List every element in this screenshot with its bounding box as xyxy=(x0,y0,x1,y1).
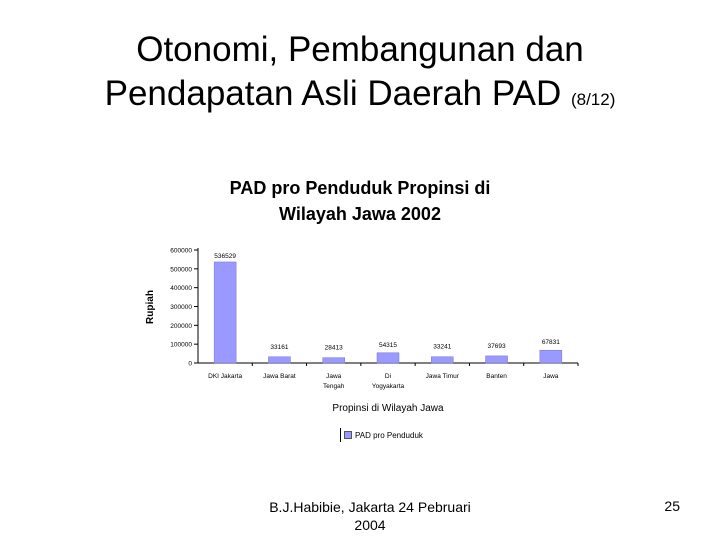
y-tick-label: 0 xyxy=(188,360,192,368)
chart-legend xyxy=(340,428,423,442)
x-tick-label: Yogyakarta xyxy=(371,383,405,390)
y-tick-label: 400000 xyxy=(170,285,192,293)
x-tick-label: Jawa xyxy=(543,373,559,380)
bar xyxy=(268,357,290,363)
y-tick-label: 600000 xyxy=(170,247,192,255)
y-tick-label: 200000 xyxy=(170,322,192,330)
bar xyxy=(540,350,562,363)
data-label: 54315 xyxy=(378,341,398,349)
data-label: 37693 xyxy=(487,342,506,350)
data-label: 67831 xyxy=(541,339,560,347)
slide-title-main: Pendapatan Asli Daerah PAD xyxy=(104,74,562,113)
bar xyxy=(323,358,345,363)
x-tick-label: Jawa Barat xyxy=(263,373,296,380)
chart-title-line1: PAD pro Penduduk Propinsi di xyxy=(229,178,491,198)
legend-label: PAD pro Penduduk xyxy=(355,430,423,440)
x-tick-label: Banten xyxy=(486,373,507,380)
x-tick-label: Tengah xyxy=(323,383,345,390)
bar xyxy=(431,357,453,363)
data-label: 33161 xyxy=(270,343,289,351)
slide-title-line1: Otonomi, Pembangunan dan xyxy=(136,30,584,69)
y-tick-label: 300000 xyxy=(170,304,192,311)
y-tick-label: 500000 xyxy=(170,266,192,274)
y-axis-label: Rupiah xyxy=(145,290,156,324)
x-tick-label: Di xyxy=(384,373,392,380)
x-tick-label: Jawa xyxy=(326,373,342,380)
page-number: 25 xyxy=(664,498,680,514)
footer-credit-line2: 2004 xyxy=(354,517,386,533)
x-tick-label: Jawa Timur xyxy=(425,373,459,380)
slide-title-tag: (8/12) xyxy=(570,90,616,109)
bar xyxy=(377,353,399,363)
legend-swatch xyxy=(344,431,352,439)
x-tick-label: DKI Jakarta xyxy=(208,373,243,380)
bar xyxy=(486,356,508,363)
footer-credit-line1: B.J.Habibie, Jakarta 24 Pebruari xyxy=(269,499,471,515)
y-tick-label: 100000 xyxy=(170,341,192,349)
data-label: 33241 xyxy=(433,343,452,351)
data-label: 536529 xyxy=(214,252,236,260)
x-axis-label: Propinsi di Wilayah Jawa xyxy=(332,403,444,414)
bar xyxy=(214,262,236,363)
data-label: 28413 xyxy=(324,344,343,352)
footer-credit xyxy=(250,498,490,534)
chart-title-line2: Wilayah Jawa 2002 xyxy=(279,204,441,224)
